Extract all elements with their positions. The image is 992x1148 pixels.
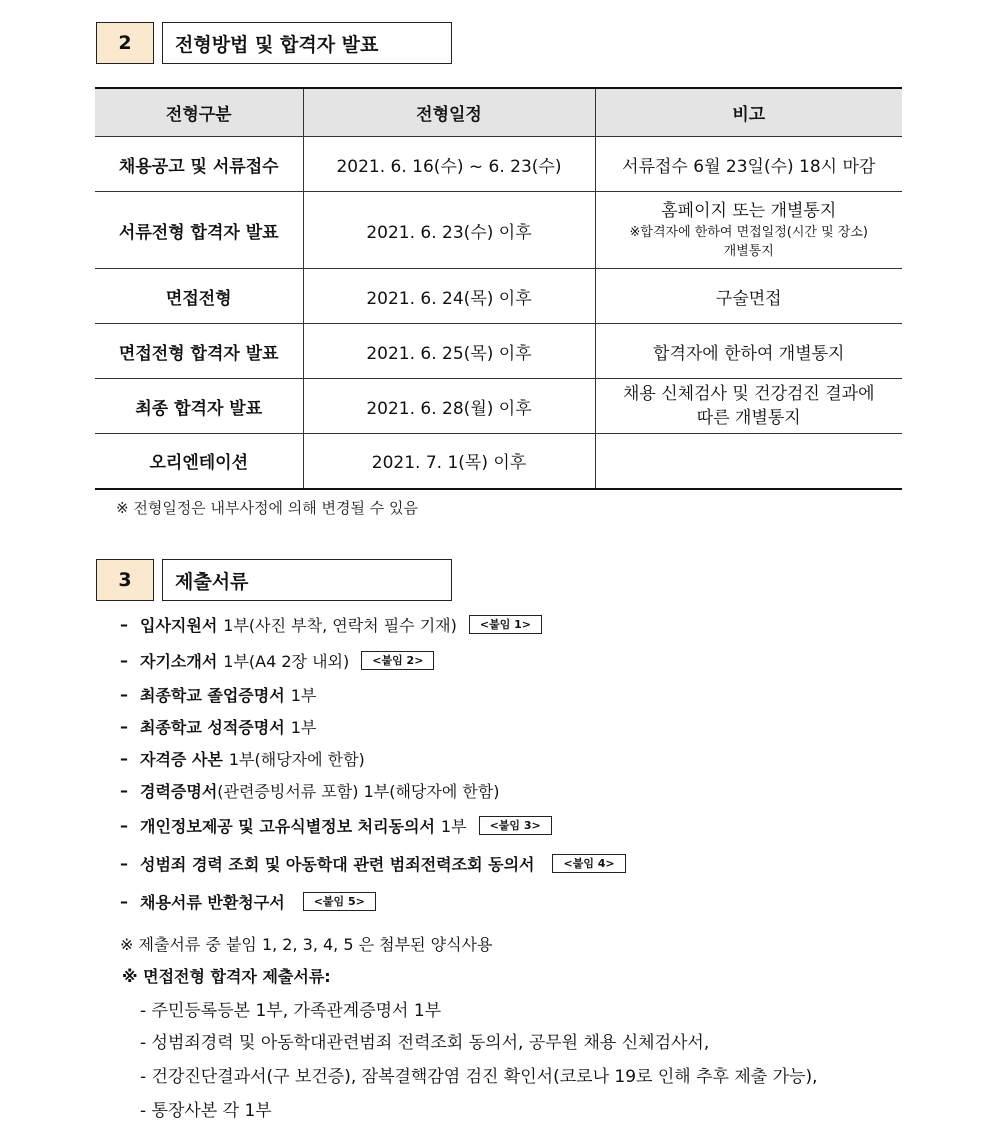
date-cell: 2021. 6. 16(수) ~ 6. 23(수) (303, 137, 595, 192)
date-cell: 2021. 6. 24(목) 이후 (303, 269, 595, 324)
attachment-tag: <붙임 1> (469, 615, 542, 634)
doc-name: 입사지원서 (140, 615, 218, 635)
note-cell: 합격자에 한하여 개별통지 (595, 324, 902, 379)
list-item (120, 774, 940, 806)
list-item (120, 806, 940, 844)
header-date: 전형일정 (303, 88, 595, 137)
date-cell: 2021. 6. 25(목) 이후 (303, 324, 595, 379)
doc-detail: 1부 (440, 816, 467, 836)
dash: – (120, 748, 128, 768)
dash: – (120, 891, 128, 911)
stage-cell: 오리엔테이션 (95, 434, 303, 489)
note-line-1: 채용 신체검사 및 건강검진 결과에 (622, 384, 875, 404)
table-row (95, 434, 902, 489)
doc-detail: 1부(A4 2장 내외) (223, 651, 350, 671)
section-2-title: 전형방법 및 합격자 발표 (162, 22, 452, 64)
dash: – (120, 815, 128, 835)
dash: – (120, 716, 128, 736)
stage-cell: 면접전형 (95, 269, 303, 324)
list-item (120, 710, 940, 742)
stage-cell: 채용공고 및 서류접수 (95, 137, 303, 192)
note-main: 홈페이지 또는 개별통지 (661, 201, 837, 221)
stage-cell: 서류전형 합격자 발표 (95, 192, 303, 269)
note-cell (595, 434, 902, 489)
header-note: 비고 (595, 88, 902, 137)
doc-name: 개인정보제공 및 고유식별정보 처리동의서 (140, 816, 435, 836)
list-item (120, 742, 940, 774)
doc-name: 최종학교 졸업증명서 (140, 685, 285, 705)
doc-name: 자기소개서 (140, 651, 218, 671)
list-item (120, 678, 940, 710)
stage-cell: 면접전형 합격자 발표 (95, 324, 303, 379)
date-cell: 2021. 6. 23(수) 이후 (303, 192, 595, 269)
table-header-row (95, 88, 902, 137)
attachment-tag: <붙임 2> (361, 651, 434, 670)
note-cell (595, 379, 902, 434)
note-small-2: 개별통지 (723, 244, 774, 259)
dash: – (120, 853, 128, 873)
table-row (95, 379, 902, 434)
note-small-1: ※합격자에 한하여 면접일정(시간 및 장소) (629, 225, 868, 240)
header-stage: 전형구분 (95, 88, 303, 137)
attachment-tag: <붙임 4> (552, 854, 625, 873)
dash: – (120, 684, 128, 704)
list-item (120, 844, 940, 882)
table-row (95, 269, 902, 324)
list-item (120, 642, 940, 678)
table-row (95, 137, 902, 192)
list-item (120, 882, 940, 920)
doc-detail: (관련증빙서류 포함) 1부(해당자에 한함) (217, 781, 500, 801)
doc-detail: 1부 (290, 717, 317, 737)
table-row (95, 192, 902, 269)
documents-note: ※ 제출서류 중 붙임 1, 2, 3, 4, 5 은 첨부된 양식사용 (120, 935, 493, 954)
schedule-footnote: ※ 전형일정은 내부사정에 의해 변경될 수 있음 (116, 499, 418, 517)
dash: – (120, 780, 128, 800)
section-2-number: 2 (96, 22, 154, 64)
doc-detail: 1부(해당자에 한함) (228, 749, 365, 769)
dash: – (120, 614, 128, 634)
schedule-table (95, 87, 902, 490)
doc-name: 성범죄 경력 조회 및 아동학대 관련 범죄전력조회 동의서 (140, 854, 535, 874)
date-cell: 2021. 7. 1(목) 이후 (303, 434, 595, 489)
doc-name: 자격증 사본 (140, 749, 223, 769)
note-cell: 구술면접 (595, 269, 902, 324)
date-cell: 2021. 6. 28(월) 이후 (303, 379, 595, 434)
doc-name: 최종학교 성적증명서 (140, 717, 285, 737)
section-3-title: 제출서류 (162, 559, 452, 601)
section-3-number: 3 (96, 559, 154, 601)
interview-docs-heading: ※ 면접전형 합격자 제출서류: (122, 967, 331, 986)
dash: – (120, 650, 128, 670)
doc-detail: 1부 (290, 685, 317, 705)
list-item (120, 606, 940, 642)
documents-list (120, 606, 940, 920)
stage-cell: 최종 합격자 발표 (95, 379, 303, 434)
attachment-tag: <붙임 3> (479, 816, 552, 835)
doc-detail: 1부(사진 부착, 연락처 필수 기재) (223, 615, 457, 635)
doc-name: 경력증명서 (140, 781, 218, 801)
interview-doc-line: - 건강진단결과서(구 보건증), 잠복결핵감염 검진 확인서(코로나 19로 인해 추후 제출 가능), (140, 1067, 818, 1087)
attachment-tag: <붙임 5> (303, 892, 376, 911)
table-row (95, 324, 902, 379)
doc-name: 채용서류 반환청구서 (140, 892, 285, 912)
note-cell: 서류접수 6월 23일(수) 18시 마감 (595, 137, 902, 192)
note-line-2: 따른 개별통지 (696, 408, 801, 428)
note-cell (595, 192, 902, 269)
interview-doc-line: - 성범죄경력 및 아동학대관련범죄 전력조회 동의서, 공무원 채용 신체검사서, (140, 1033, 710, 1053)
interview-doc-line: - 통장사본 각 1부 (140, 1101, 272, 1121)
interview-doc-line: - 주민등록등본 1부, 가족관계증명서 1부 (140, 1001, 442, 1021)
